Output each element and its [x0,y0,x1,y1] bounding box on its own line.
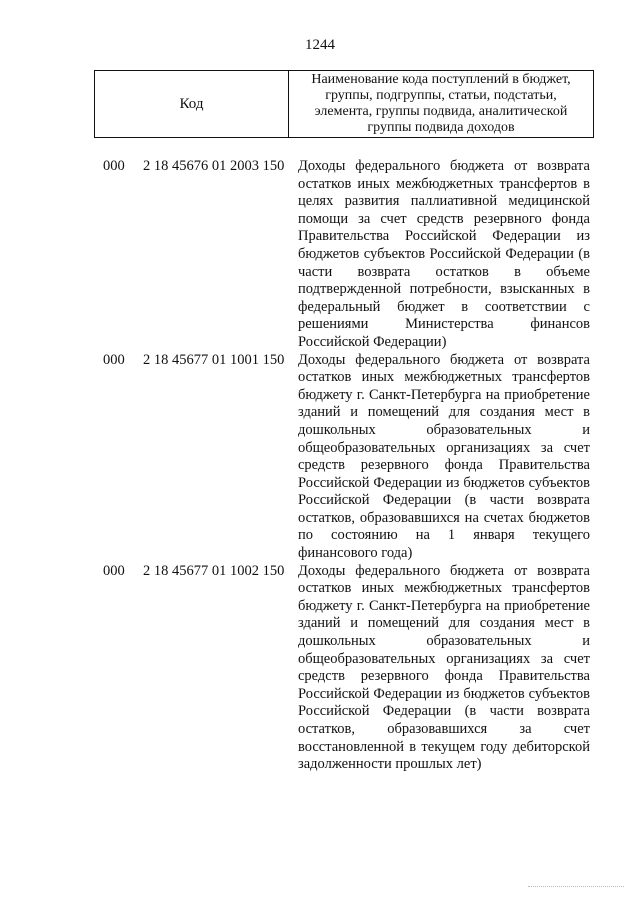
table-header [94,70,594,138]
entry-row [0,158,640,352]
entry-admin-code: 000 [103,158,125,174]
entry-revenue-code: 2 18 45677 01 1001 150 [143,351,285,368]
entry-admin-code: 000 [103,562,125,579]
entry-revenue-code: 2 18 45677 01 1002 150 [143,562,285,579]
entry-description: Доходы федерального бюджета от возврата остатков иных межбюджетных трансфертов бюджету г. Санкт-Петербурга на приобретение зданий и помещений для создания мест в дошкольных образовательных и общеобразовательных организациях за счет средств резервного фонда Правительства Российской Федерации из бюджетов субъектов Российской Федерации (в части возврата остатков, образовавшихся на счетах бюджетов по состоянию на 1 января текущего финансового года) [298,351,590,562]
header-name-cell: Наименование кода поступлений в бюджет, группы, подгруппы, статьи, подстатьи, элемента, группы подвида, аналитической группы подвида доходов [311,72,571,135]
entry-row [0,563,640,774]
header-code-cell: Код [95,71,289,137]
entry-row [0,352,640,563]
entry-description: Доходы федерального бюджета от возврата остатков иных межбюджетных трансфертов в целях развития паллиативной медицинской помощи за счет средств резервного фонда Правительства Российской Федерации из бюджетов субъектов Российской Федерации (в части возврата остатков в объеме подтвержденной потребности, взысканных в федеральный бюджет в соответствии с решениями Министерства финансов Российской Федерации) [298,158,590,350]
entries-list [0,158,640,774]
page-number: 1244 [305,37,335,53]
scan-edge-mark [528,886,624,887]
entry-description: Доходы федерального бюджета от возврата остатков иных межбюджетных трансфертов бюджету г. Санкт-Петербурга на приобретение зданий и помещений для создания мест в дошкольных образовательных и общеобразовательных организациях за счет средств резервного фонда Правительства Российской Федерации из бюджетов субъектов Российской Федерации (в части возврата остатков, образовавшихся за счет восстановленной в текущем году дебиторской задолженности прошлых лет) [298,562,590,773]
entry-revenue-code: 2 18 45676 01 2003 150 [143,158,285,174]
entry-admin-code: 000 [103,351,125,368]
